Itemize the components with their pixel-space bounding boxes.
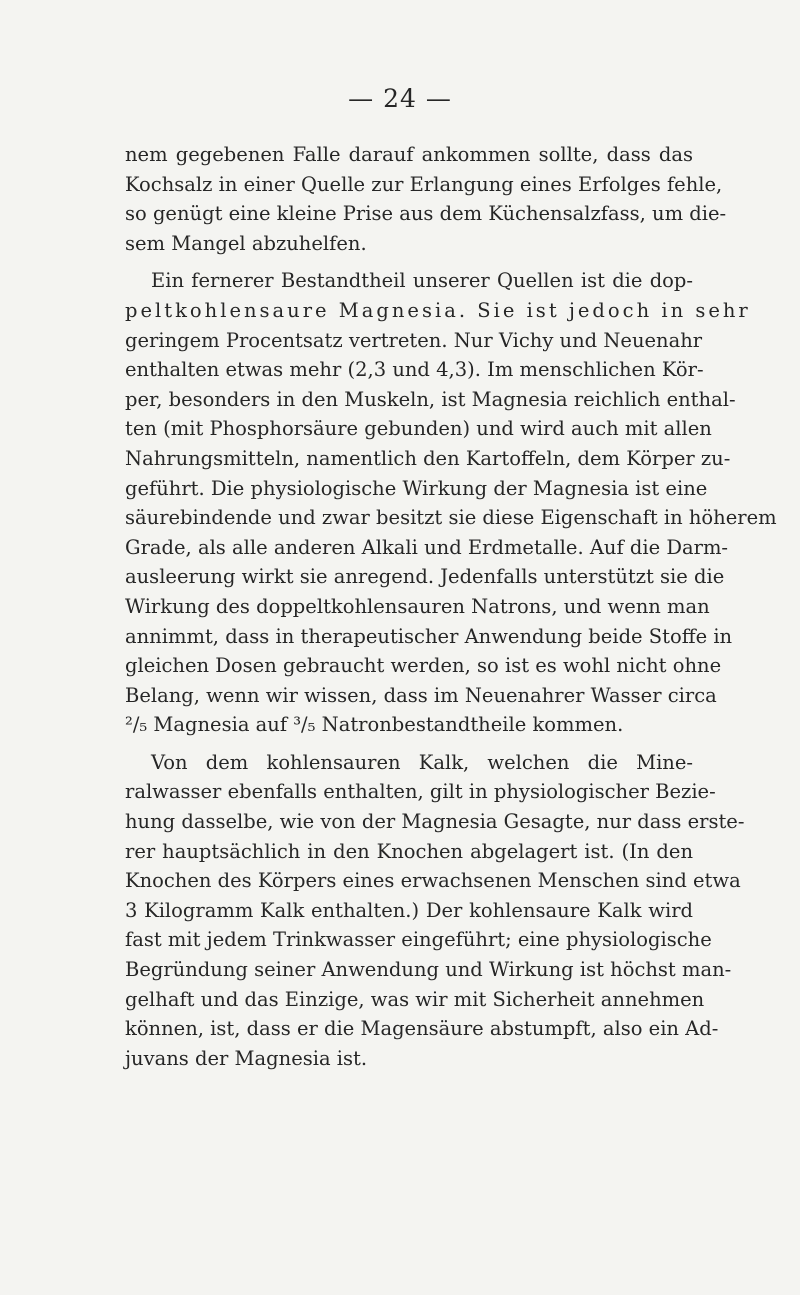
text-line: Nahrungsmitteln, namentlich den Kartoffeln, dem Körper zu- [125, 446, 731, 470]
text-line: enthalten etwas mehr (2,3 und 4,3). Im menschlichen Kör- [125, 358, 704, 382]
text-line: Wirkung des doppeltkohlensauren Natrons, und wenn man [125, 594, 710, 618]
paragraph-1 [125, 140, 727, 258]
text-line: gleichen Dosen gebraucht werden, so ist es wohl nicht ohne [125, 654, 722, 678]
text-line: Grade, als alle anderen Alkali und Erdmetalle. Auf die Darm- [125, 535, 729, 559]
text-line: Von dem kohlensauren Kalk, welchen die Mine- [151, 750, 693, 774]
text-line: 3 Kilogramm Kalk enthalten.) Der kohlensaure Kalk wird [125, 898, 693, 922]
text-line: so genügt eine kleine Prise aus dem Küchensalzfass, um die- [125, 202, 727, 226]
text-line: ralwasser ebenfalls enthalten, gilt in physiologischer Bezie- [125, 780, 716, 804]
text-line: peltkohlensaure Magnesia. Sie ist jedoch in sehr [125, 298, 751, 322]
text-line: rer hauptsächlich in den Knochen abgelagert ist. (In den [125, 839, 693, 863]
text-line: fast mit jedem Trinkwasser eingeführt; eine physiologische [125, 928, 712, 952]
text-line: Kochsalz in einer Quelle zur Erlangung eines Erfolges fehle, [125, 172, 723, 196]
text-line: nem gegebenen Falle darauf ankommen sollte, dass das [125, 143, 693, 166]
paragraph-3 [125, 748, 745, 1074]
text-line: per, besonders in den Muskeln, ist Magnesia reichlich enthal- [125, 387, 736, 411]
text-line: können, ist, dass er die Magensäure abstumpft, also ein Ad- [125, 1017, 719, 1041]
text-line: Belang, wenn wir wissen, dass im Neuenahrer Wasser circa [125, 683, 717, 707]
text-line: geringem Procentsatz vertreten. Nur Vichy und Neuenahr [125, 328, 703, 352]
paragraph-2 [125, 266, 777, 740]
text-line: Ein fernerer Bestandtheil unserer Quellen ist die dop- [151, 269, 693, 293]
text-line: geführt. Die physiologische Wirkung der Magnesia ist eine [125, 476, 708, 500]
text-line: ausleerung wirkt sie anregend. Jedenfalls unterstützt sie die [125, 565, 725, 589]
text-line: Begründung seiner Anwendung und Wirkung ist höchst man- [125, 958, 732, 982]
text-line: annimmt, dass in therapeutischer Anwendung beide Stoffe in [125, 624, 733, 648]
text-line: gelhaft und das Einzige, was wir mit Sicherheit annehmen [125, 987, 705, 1011]
text-line: ²/₅ Magnesia auf ³/₅ Natronbestandtheile kommen. [125, 713, 624, 737]
text-line: säurebindende und zwar besitzt sie diese Eigenschaft in höherem [125, 506, 777, 530]
text-line: sem Mangel abzuhelfen. [125, 231, 367, 255]
page-number: — 24 — [348, 84, 452, 113]
text-line: ten (mit Phosphorsäure gebunden) und wird auch mit allen [125, 417, 712, 441]
body-text [125, 140, 777, 1073]
text-line: hung dasselbe, wie von der Magnesia Gesagte, nur dass erste- [125, 810, 745, 834]
text-line: Knochen des Körpers eines erwachsenen Menschen sind etwa [125, 869, 741, 893]
text-line: juvans der Magnesia ist. [125, 1046, 368, 1070]
